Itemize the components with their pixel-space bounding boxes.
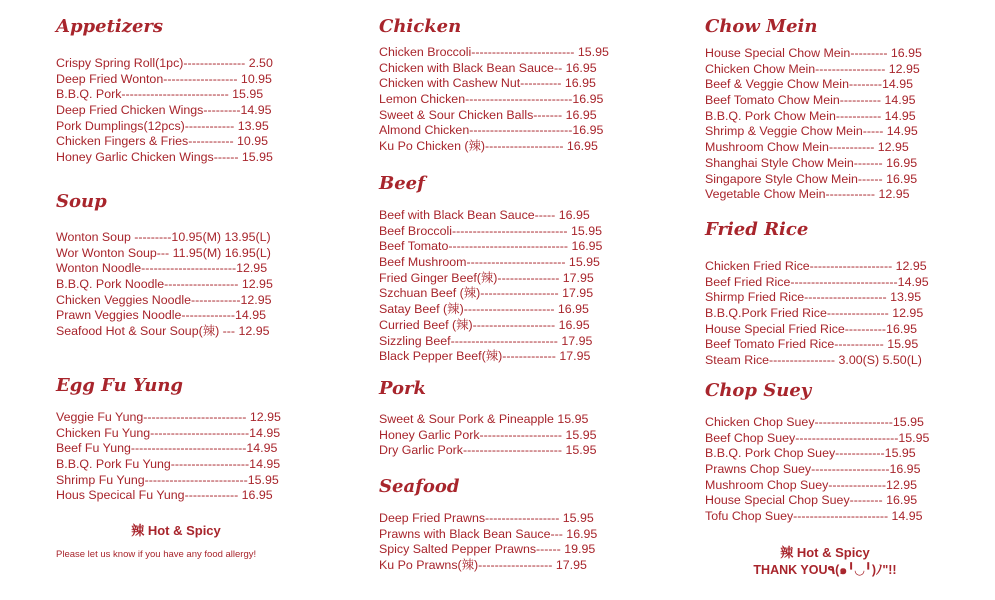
menu-item: B.B.Q. Pork Fu Yung-------------------14.95 <box>56 457 281 472</box>
menu-item: Ku Po Prawns(辣)------------------ 17.95 <box>379 558 587 573</box>
chop-suey-list <box>705 415 945 525</box>
menu-item: B.B.Q. Pork Chow Mein----------- 14.95 <box>705 108 916 123</box>
menu-item: B.B.Q.Pork Fried Rice--------------- 12.95 <box>705 306 924 321</box>
section-soup <box>56 191 296 213</box>
chow-mein-list <box>705 46 945 203</box>
menu-item: Spicy Salted Pepper Prawns------ 19.95 <box>379 542 596 557</box>
menu-item: Sizzling Beef-------------------------- 17.95 <box>379 333 593 348</box>
menu-item: Chicken Fried Rice-------------------- 12.95 <box>705 259 927 273</box>
menu-item: Ku Po Chicken (辣)------------------- 16.95 <box>379 139 598 154</box>
allergy-note: Please let us know if you have any food allergy! <box>56 549 257 560</box>
menu-item: Shrimp Fu Yung-------------------------15.95 <box>56 472 279 487</box>
section-title-seafood: Seafood <box>379 476 460 497</box>
menu-item: Deep Fried Prawns------------------ 15.95 <box>379 511 594 525</box>
menu-item: Honey Garlic Chicken Wings------ 15.95 <box>56 150 273 165</box>
menu-item: B.B.Q. Pork Noodle------------------ 12.95 <box>56 277 273 292</box>
menu-item: Almond Chicken-------------------------16.95 <box>379 123 604 138</box>
section-beef <box>379 173 619 195</box>
menu-item: Beef Tomato----------------------------- 16.95 <box>379 239 603 254</box>
menu-item: Shrimp & Veggie Chow Mein----- 14.95 <box>705 124 918 139</box>
section-chow-mein <box>705 16 945 38</box>
menu-item: Satay Beef (辣)---------------------- 16.95 <box>379 302 589 317</box>
menu-item: Beef Fu Yung----------------------------14.95 <box>56 441 278 456</box>
menu-item: Chicken Broccoli------------------------- 15.95 <box>379 45 609 59</box>
pork-list <box>379 412 619 459</box>
menu-item: House Special Chow Mein--------- 16.95 <box>705 46 922 60</box>
menu-item: Tofu Chop Suey----------------------- 14.95 <box>705 509 923 524</box>
egg-fu-yung-list <box>56 410 296 504</box>
menu-item: Veggie Fu Yung------------------------- 12.95 <box>56 410 281 424</box>
menu-item: Prawns Chop Suey-------------------16.95 <box>705 462 921 477</box>
section-appetizers <box>56 16 296 38</box>
menu-item: Honey Garlic Pork-------------------- 15.95 <box>379 427 597 442</box>
section-title-chicken: Chicken <box>379 16 462 37</box>
menu-item: Wonton Soup ---------10.95(M) 13.95(L) <box>56 230 271 244</box>
menu-item: Beef & Veggie Chow Mein--------14.95 <box>705 77 913 92</box>
menu-item: Beef Broccoli---------------------------- 15.95 <box>379 223 602 238</box>
menu-item: Crispy Spring Roll(1pc)--------------- 2.50 <box>56 56 273 70</box>
menu-item: Chicken with Cashew Nut---------- 16.95 <box>379 76 596 91</box>
menu-item: Black Pepper Beef(辣)------------- 17.95 <box>379 349 591 364</box>
menu-item: Mushroom Chop Suey--------------12.95 <box>705 477 918 492</box>
beef-list <box>379 208 619 365</box>
menu-item: B.B.Q. Pork Chop Suey------------15.95 <box>705 446 916 461</box>
menu-item: Prawns with Black Bean Sauce--- 16.95 <box>379 526 598 541</box>
menu-item: Shirmp Fried Rice-------------------- 13.95 <box>705 290 922 305</box>
menu-item: Prawn Veggies Noodle-------------14.95 <box>56 308 267 323</box>
menu-item: House Special Chop Suey-------- 16.95 <box>705 493 918 508</box>
appetizers-list <box>56 56 296 166</box>
seafood-list <box>379 511 619 574</box>
menu-item: Chicken Chow Mein----------------- 12.95 <box>705 61 920 76</box>
menu-item: Chicken Chop Suey-------------------15.95 <box>705 415 924 429</box>
menu-item: Beef Mushroom------------------------ 15.95 <box>379 255 600 270</box>
menu-item: Shanghai Style Chow Mein------- 16.95 <box>705 155 918 170</box>
menu-item: Szchuan Beef (辣)------------------- 17.95 <box>379 286 594 301</box>
section-title-fried-rice: Fried Rice <box>705 219 809 240</box>
menu-item: Chicken Veggies Noodle------------12.95 <box>56 292 272 307</box>
section-seafood <box>379 476 619 498</box>
fried-rice-list <box>705 259 945 369</box>
thank-you-message: THANK YOU٩(๑╹◡╹)ﾉ"!! <box>753 563 897 577</box>
menu-item: Deep Fried Wonton------------------ 10.95 <box>56 71 272 86</box>
menu-item: Sweet & Sour Pork & Pineapple 15.95 <box>379 412 589 426</box>
menu-item: Lemon Chicken--------------------------16.95 <box>379 92 604 107</box>
menu-item: Curried Beef (辣)-------------------- 16.95 <box>379 317 590 332</box>
menu-item: Beef Chop Suey-------------------------15.95 <box>705 430 930 445</box>
menu-item: Fried Ginger Beef(辣)--------------- 17.95 <box>379 270 594 285</box>
menu-item: Chicken Fu Yung------------------------14.95 <box>56 425 281 440</box>
menu-item: Chicken with Black Bean Sauce-- 16.95 <box>379 60 597 75</box>
menu-item: Mushroom Chow Mein----------- 12.95 <box>705 140 909 155</box>
menu-item: Wor Wonton Soup--- 11.95(M) 16.95(L) <box>56 245 271 260</box>
menu-item: Beef Fried Rice--------------------------14.95 <box>705 274 929 289</box>
section-chop-suey <box>705 380 945 402</box>
section-title-egg-fu-yung: Egg Fu Yung <box>56 375 184 396</box>
menu-item: Sweet & Sour Chicken Balls------- 16.95 <box>379 107 597 122</box>
menu-item: House Special Fried Rice----------16.95 <box>705 321 918 336</box>
menu-item: Seafood Hot & Sour Soup(辣) --- 12.95 <box>56 324 270 339</box>
section-chicken <box>379 16 619 38</box>
menu-item: Singapore Style Chow Mein------ 16.95 <box>705 171 918 186</box>
menu-item: Beef Tomato Fried Rice------------ 15.95 <box>705 337 919 352</box>
menu-item: Deep Fried Chicken Wings---------14.95 <box>56 103 272 118</box>
menu-item: Beef with Black Bean Sauce----- 16.95 <box>379 208 590 222</box>
section-fried-rice <box>705 219 945 241</box>
menu-item: Hous Specical Fu Yung------------- 16.95 <box>56 488 273 503</box>
hot-spicy-legend: 辣 Hot & Spicy <box>131 523 221 538</box>
section-title-pork: Pork <box>379 378 427 399</box>
section-egg-fu-yung <box>56 375 296 397</box>
hot-spicy-legend: 辣 Hot & Spicy <box>780 545 870 560</box>
menu-item: Steam Rice---------------- 3.00(S) 5.50(L) <box>705 353 922 368</box>
section-pork <box>379 378 619 400</box>
chicken-list <box>379 45 619 155</box>
menu-item: Vegetable Chow Mein------------ 12.95 <box>705 187 910 202</box>
section-title-appetizers: Appetizers <box>56 16 164 37</box>
soup-list <box>56 230 296 340</box>
menu-item: B.B.Q. Pork-------------------------- 15.95 <box>56 87 264 102</box>
menu-item: Dry Garlic Pork------------------------ 15.95 <box>379 443 597 458</box>
menu-item: Pork Dumplings(12pcs)------------ 13.95 <box>56 118 269 133</box>
section-title-chow-mein: Chow Mein <box>705 16 818 37</box>
section-title-chop-suey: Chop Suey <box>705 380 812 401</box>
menu-item: Wonton Noodle-----------------------12.95 <box>56 261 268 276</box>
menu-item: Beef Tomato Chow Mein---------- 14.95 <box>705 93 916 108</box>
section-title-soup: Soup <box>56 191 107 212</box>
menu-item: Chicken Fingers & Fries----------- 10.95 <box>56 134 269 149</box>
section-title-beef: Beef <box>379 173 425 194</box>
